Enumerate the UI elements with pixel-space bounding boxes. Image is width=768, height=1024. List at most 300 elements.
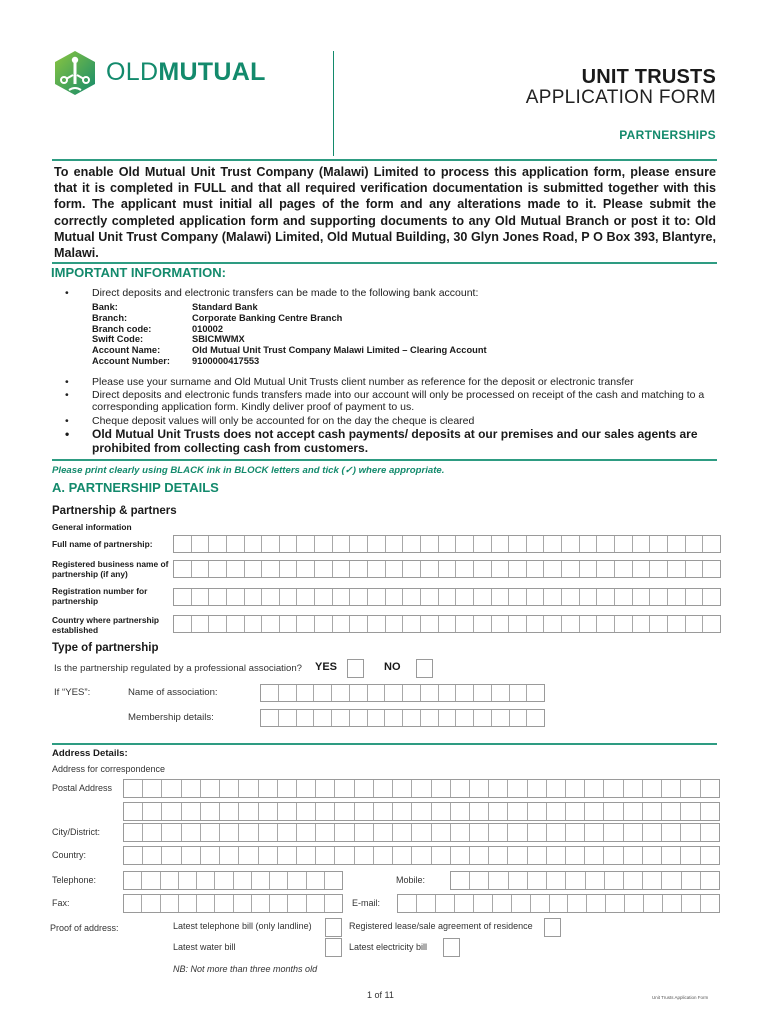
character-box[interactable]	[686, 616, 704, 632]
character-box[interactable]	[182, 780, 201, 797]
character-box[interactable]	[412, 780, 431, 797]
character-box[interactable]	[562, 589, 580, 605]
character-box[interactable]	[220, 780, 239, 797]
character-box[interactable]	[297, 803, 316, 820]
character-box[interactable]	[474, 616, 492, 632]
character-box[interactable]	[650, 616, 668, 632]
character-box[interactable]	[421, 616, 439, 632]
character-box[interactable]	[368, 536, 386, 552]
character-box[interactable]	[585, 824, 604, 841]
character-box[interactable]	[585, 847, 604, 864]
character-box[interactable]	[182, 847, 201, 864]
character-box[interactable]	[325, 872, 342, 889]
character-box[interactable]	[234, 895, 252, 912]
character-box[interactable]	[701, 780, 719, 797]
character-box[interactable]	[124, 847, 143, 864]
character-box[interactable]	[528, 803, 547, 820]
character-box[interactable]	[374, 847, 393, 864]
character-box[interactable]	[509, 589, 527, 605]
character-box[interactable]	[510, 710, 528, 726]
character-box[interactable]	[562, 616, 580, 632]
character-box[interactable]	[259, 780, 278, 797]
character-box[interactable]	[633, 536, 651, 552]
character-box[interactable]	[474, 685, 492, 701]
character-box[interactable]	[403, 536, 421, 552]
character-box[interactable]	[252, 872, 270, 889]
character-box[interactable]	[259, 847, 278, 864]
character-box[interactable]	[333, 616, 351, 632]
character-box[interactable]	[421, 710, 439, 726]
character-box[interactable]	[279, 710, 297, 726]
character-box[interactable]	[489, 780, 508, 797]
character-box[interactable]	[297, 536, 315, 552]
character-box[interactable]	[297, 824, 316, 841]
character-box[interactable]	[386, 616, 404, 632]
character-box[interactable]	[386, 589, 404, 605]
character-box[interactable]	[297, 847, 316, 864]
character-box[interactable]	[528, 780, 547, 797]
character-box[interactable]	[544, 589, 562, 605]
character-box[interactable]	[580, 616, 598, 632]
character-box[interactable]	[492, 561, 510, 577]
character-box[interactable]	[278, 847, 297, 864]
proof-water-checkbox[interactable]	[325, 938, 342, 957]
character-box[interactable]	[259, 803, 278, 820]
character-box[interactable]	[297, 780, 316, 797]
character-box[interactable]	[544, 536, 562, 552]
character-box[interactable]	[393, 780, 412, 797]
character-box[interactable]	[239, 824, 258, 841]
character-box[interactable]	[492, 536, 510, 552]
character-box[interactable]	[682, 872, 701, 889]
character-box[interactable]	[439, 561, 457, 577]
character-box[interactable]	[215, 895, 233, 912]
character-box[interactable]	[350, 710, 368, 726]
character-box[interactable]	[643, 780, 662, 797]
character-box[interactable]	[161, 895, 179, 912]
character-box[interactable]	[456, 616, 474, 632]
character-box[interactable]	[278, 780, 297, 797]
character-box[interactable]	[597, 561, 615, 577]
character-box[interactable]	[489, 847, 508, 864]
email-input[interactable]	[397, 894, 720, 913]
character-box[interactable]	[316, 803, 335, 820]
character-box[interactable]	[451, 780, 470, 797]
character-box[interactable]	[179, 895, 197, 912]
character-box[interactable]	[124, 895, 142, 912]
character-box[interactable]	[262, 589, 280, 605]
character-box[interactable]	[470, 780, 489, 797]
character-box[interactable]	[531, 895, 550, 912]
character-box[interactable]	[701, 824, 719, 841]
character-box[interactable]	[261, 710, 279, 726]
character-box[interactable]	[403, 710, 421, 726]
character-box[interactable]	[288, 895, 306, 912]
character-box[interactable]	[624, 824, 643, 841]
character-box[interactable]	[315, 561, 333, 577]
character-box[interactable]	[492, 589, 510, 605]
character-box[interactable]	[124, 780, 143, 797]
character-box[interactable]	[681, 780, 700, 797]
character-box[interactable]	[201, 803, 220, 820]
character-box[interactable]	[192, 589, 210, 605]
character-box[interactable]	[474, 895, 493, 912]
character-box[interactable]	[597, 589, 615, 605]
character-box[interactable]	[456, 685, 474, 701]
character-box[interactable]	[245, 589, 263, 605]
character-box[interactable]	[335, 780, 354, 797]
character-box[interactable]	[456, 589, 474, 605]
character-box[interactable]	[604, 780, 623, 797]
character-box[interactable]	[174, 561, 192, 577]
character-box[interactable]	[192, 616, 210, 632]
character-box[interactable]	[701, 803, 719, 820]
character-box[interactable]	[209, 561, 227, 577]
character-box[interactable]	[456, 536, 474, 552]
character-box[interactable]	[227, 616, 245, 632]
character-box[interactable]	[493, 895, 512, 912]
fax-input[interactable]	[123, 894, 343, 913]
character-box[interactable]	[270, 872, 288, 889]
postal-address-line2[interactable]	[123, 802, 720, 821]
character-box[interactable]	[701, 872, 719, 889]
character-box[interactable]	[314, 710, 332, 726]
character-box[interactable]	[597, 536, 615, 552]
character-box[interactable]	[668, 616, 686, 632]
character-box[interactable]	[508, 803, 527, 820]
character-box[interactable]	[234, 872, 252, 889]
character-box[interactable]	[280, 561, 298, 577]
character-box[interactable]	[355, 847, 374, 864]
character-box[interactable]	[335, 803, 354, 820]
character-box[interactable]	[489, 824, 508, 841]
character-box[interactable]	[703, 561, 720, 577]
character-box[interactable]	[192, 536, 210, 552]
character-box[interactable]	[417, 895, 436, 912]
character-box[interactable]	[261, 685, 279, 701]
character-box[interactable]	[512, 895, 531, 912]
character-box[interactable]	[662, 780, 681, 797]
character-box[interactable]	[544, 561, 562, 577]
character-box[interactable]	[161, 872, 179, 889]
character-box[interactable]	[681, 824, 700, 841]
character-box[interactable]	[615, 536, 633, 552]
character-box[interactable]	[403, 589, 421, 605]
character-box[interactable]	[142, 895, 160, 912]
character-box[interactable]	[143, 847, 162, 864]
character-box[interactable]	[547, 824, 566, 841]
mobile-input[interactable]	[450, 871, 720, 890]
character-box[interactable]	[374, 824, 393, 841]
character-box[interactable]	[508, 847, 527, 864]
character-box[interactable]	[270, 895, 288, 912]
character-box[interactable]	[509, 561, 527, 577]
character-box[interactable]	[355, 803, 374, 820]
character-box[interactable]	[412, 803, 431, 820]
character-box[interactable]	[355, 824, 374, 841]
character-box[interactable]	[439, 616, 457, 632]
character-box[interactable]	[432, 803, 451, 820]
character-box[interactable]	[385, 685, 403, 701]
character-box[interactable]	[662, 824, 681, 841]
character-box[interactable]	[227, 561, 245, 577]
character-box[interactable]	[386, 561, 404, 577]
character-box[interactable]	[474, 561, 492, 577]
character-box[interactable]	[398, 895, 417, 912]
character-box[interactable]	[527, 710, 544, 726]
country-input[interactable]	[123, 846, 720, 865]
business-name-input[interactable]	[173, 560, 721, 578]
character-box[interactable]	[333, 561, 351, 577]
character-box[interactable]	[474, 710, 492, 726]
character-box[interactable]	[262, 536, 280, 552]
character-box[interactable]	[604, 824, 623, 841]
character-box[interactable]	[279, 685, 297, 701]
character-box[interactable]	[239, 847, 258, 864]
character-box[interactable]	[604, 803, 623, 820]
city-input[interactable]	[123, 823, 720, 842]
character-box[interactable]	[605, 872, 624, 889]
character-box[interactable]	[192, 561, 210, 577]
character-box[interactable]	[509, 872, 528, 889]
character-box[interactable]	[508, 824, 527, 841]
character-box[interactable]	[580, 561, 598, 577]
proof-electricity-checkbox[interactable]	[443, 938, 460, 957]
character-box[interactable]	[297, 685, 315, 701]
character-box[interactable]	[124, 872, 142, 889]
character-box[interactable]	[209, 589, 227, 605]
character-box[interactable]	[316, 780, 335, 797]
character-box[interactable]	[580, 589, 598, 605]
character-box[interactable]	[368, 710, 386, 726]
character-box[interactable]	[421, 536, 439, 552]
character-box[interactable]	[508, 780, 527, 797]
character-box[interactable]	[528, 872, 547, 889]
character-box[interactable]	[297, 589, 315, 605]
character-box[interactable]	[162, 824, 181, 841]
character-box[interactable]	[197, 895, 215, 912]
character-box[interactable]	[527, 536, 545, 552]
character-box[interactable]	[527, 589, 545, 605]
character-box[interactable]	[245, 561, 263, 577]
character-box[interactable]	[143, 803, 162, 820]
character-box[interactable]	[456, 710, 474, 726]
character-box[interactable]	[547, 872, 566, 889]
character-box[interactable]	[227, 536, 245, 552]
character-box[interactable]	[470, 872, 489, 889]
character-box[interactable]	[527, 561, 545, 577]
character-box[interactable]	[393, 803, 412, 820]
character-box[interactable]	[335, 847, 354, 864]
character-box[interactable]	[335, 824, 354, 841]
character-box[interactable]	[550, 895, 569, 912]
character-box[interactable]	[701, 895, 719, 912]
character-box[interactable]	[201, 847, 220, 864]
character-box[interactable]	[220, 824, 239, 841]
character-box[interactable]	[201, 780, 220, 797]
character-box[interactable]	[439, 710, 457, 726]
character-box[interactable]	[201, 824, 220, 841]
character-box[interactable]	[333, 589, 351, 605]
character-box[interactable]	[288, 872, 306, 889]
character-box[interactable]	[455, 895, 474, 912]
character-box[interactable]	[174, 589, 192, 605]
character-box[interactable]	[297, 710, 315, 726]
character-box[interactable]	[663, 895, 682, 912]
character-box[interactable]	[703, 589, 720, 605]
character-box[interactable]	[451, 872, 470, 889]
character-box[interactable]	[597, 616, 615, 632]
character-box[interactable]	[280, 616, 298, 632]
character-box[interactable]	[470, 803, 489, 820]
character-box[interactable]	[325, 895, 342, 912]
character-box[interactable]	[566, 824, 585, 841]
character-box[interactable]	[197, 872, 215, 889]
character-box[interactable]	[633, 616, 651, 632]
character-box[interactable]	[562, 536, 580, 552]
character-box[interactable]	[412, 824, 431, 841]
character-box[interactable]	[439, 685, 457, 701]
character-box[interactable]	[643, 872, 662, 889]
character-box[interactable]	[528, 824, 547, 841]
character-box[interactable]	[668, 589, 686, 605]
character-box[interactable]	[681, 847, 700, 864]
character-box[interactable]	[209, 616, 227, 632]
character-box[interactable]	[421, 685, 439, 701]
character-box[interactable]	[633, 589, 651, 605]
character-box[interactable]	[162, 780, 181, 797]
character-box[interactable]	[585, 803, 604, 820]
character-box[interactable]	[315, 536, 333, 552]
character-box[interactable]	[566, 803, 585, 820]
character-box[interactable]	[650, 561, 668, 577]
character-box[interactable]	[182, 803, 201, 820]
character-box[interactable]	[604, 847, 623, 864]
character-box[interactable]	[703, 536, 720, 552]
character-box[interactable]	[307, 872, 325, 889]
character-box[interactable]	[489, 872, 508, 889]
character-box[interactable]	[643, 803, 662, 820]
character-box[interactable]	[385, 710, 403, 726]
character-box[interactable]	[474, 536, 492, 552]
character-box[interactable]	[527, 685, 544, 701]
character-box[interactable]	[568, 895, 587, 912]
character-box[interactable]	[528, 847, 547, 864]
character-box[interactable]	[174, 616, 192, 632]
proof-lease-checkbox[interactable]	[544, 918, 561, 937]
character-box[interactable]	[586, 872, 605, 889]
character-box[interactable]	[544, 616, 562, 632]
character-box[interactable]	[587, 895, 606, 912]
character-box[interactable]	[615, 616, 633, 632]
character-box[interactable]	[624, 872, 643, 889]
country-established-input[interactable]	[173, 615, 721, 633]
character-box[interactable]	[451, 803, 470, 820]
character-box[interactable]	[682, 895, 701, 912]
character-box[interactable]	[470, 847, 489, 864]
association-name-input[interactable]	[260, 684, 545, 702]
character-box[interactable]	[315, 589, 333, 605]
character-box[interactable]	[432, 780, 451, 797]
character-box[interactable]	[297, 561, 315, 577]
character-box[interactable]	[547, 780, 566, 797]
character-box[interactable]	[393, 847, 412, 864]
character-box[interactable]	[182, 824, 201, 841]
character-box[interactable]	[142, 872, 160, 889]
character-box[interactable]	[580, 536, 598, 552]
character-box[interactable]	[332, 685, 350, 701]
character-box[interactable]	[686, 589, 704, 605]
character-box[interactable]	[566, 872, 585, 889]
character-box[interactable]	[633, 561, 651, 577]
character-box[interactable]	[403, 685, 421, 701]
character-box[interactable]	[386, 536, 404, 552]
character-box[interactable]	[350, 536, 368, 552]
character-box[interactable]	[643, 847, 662, 864]
postal-address-line1[interactable]	[123, 779, 720, 798]
character-box[interactable]	[162, 847, 181, 864]
character-box[interactable]	[432, 824, 451, 841]
character-box[interactable]	[439, 589, 457, 605]
character-box[interactable]	[585, 780, 604, 797]
character-box[interactable]	[124, 824, 143, 841]
character-box[interactable]	[624, 847, 643, 864]
character-box[interactable]	[209, 536, 227, 552]
character-box[interactable]	[393, 824, 412, 841]
character-box[interactable]	[280, 536, 298, 552]
character-box[interactable]	[701, 847, 719, 864]
character-box[interactable]	[662, 872, 681, 889]
character-box[interactable]	[509, 536, 527, 552]
character-box[interactable]	[374, 803, 393, 820]
character-box[interactable]	[350, 685, 368, 701]
character-box[interactable]	[439, 536, 457, 552]
character-box[interactable]	[606, 895, 625, 912]
character-box[interactable]	[562, 561, 580, 577]
character-box[interactable]	[615, 589, 633, 605]
character-box[interactable]	[143, 824, 162, 841]
character-box[interactable]	[162, 803, 181, 820]
character-box[interactable]	[492, 616, 510, 632]
character-box[interactable]	[644, 895, 663, 912]
character-box[interactable]	[403, 616, 421, 632]
character-box[interactable]	[625, 895, 644, 912]
character-box[interactable]	[262, 616, 280, 632]
character-box[interactable]	[662, 803, 681, 820]
character-box[interactable]	[650, 589, 668, 605]
character-box[interactable]	[368, 616, 386, 632]
character-box[interactable]	[615, 561, 633, 577]
character-box[interactable]	[509, 616, 527, 632]
character-box[interactable]	[668, 536, 686, 552]
full-name-input[interactable]	[173, 535, 721, 553]
character-box[interactable]	[215, 872, 233, 889]
character-box[interactable]	[314, 685, 332, 701]
character-box[interactable]	[124, 803, 143, 820]
telephone-input[interactable]	[123, 871, 343, 890]
character-box[interactable]	[350, 589, 368, 605]
character-box[interactable]	[355, 780, 374, 797]
character-box[interactable]	[492, 685, 510, 701]
character-box[interactable]	[421, 561, 439, 577]
proof-telephone-checkbox[interactable]	[325, 918, 342, 937]
character-box[interactable]	[643, 824, 662, 841]
character-box[interactable]	[474, 589, 492, 605]
yes-checkbox[interactable]	[347, 659, 364, 678]
character-box[interactable]	[239, 803, 258, 820]
character-box[interactable]	[350, 616, 368, 632]
character-box[interactable]	[259, 824, 278, 841]
